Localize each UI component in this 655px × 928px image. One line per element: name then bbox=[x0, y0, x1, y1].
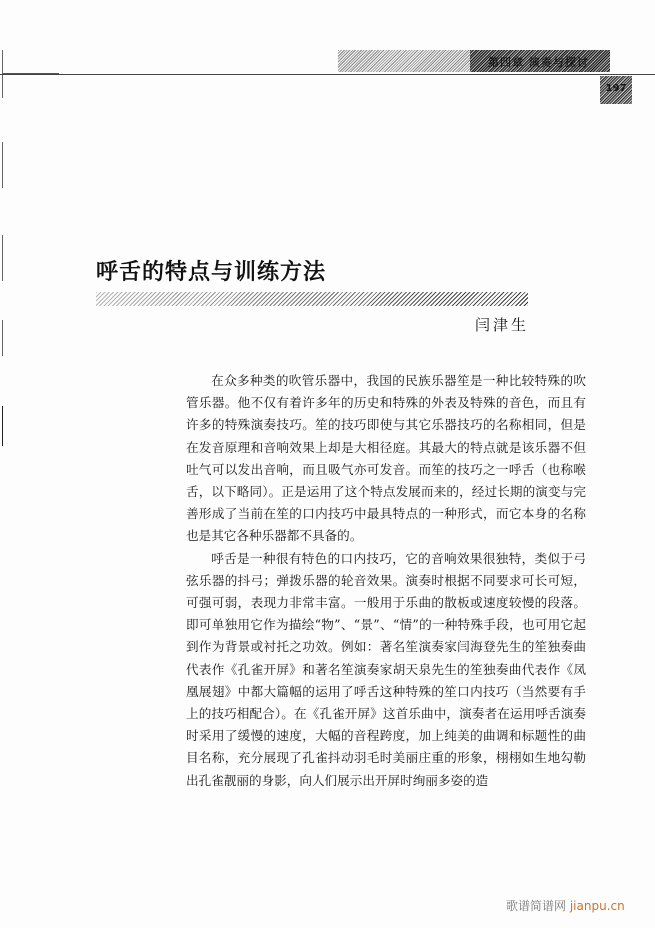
scan-edge-mark bbox=[2, 235, 3, 281]
header-rule bbox=[0, 74, 655, 75]
title-underline-band bbox=[96, 292, 528, 306]
article-title: 呼舌的特点与训练方法 bbox=[96, 260, 327, 285]
paragraph: 在众多种类的吹管乐器中，我国的民族乐器笙是一种比较特殊的吹管乐器。他不仅有着许多年的历史和特殊的外表及特殊的音色，而且有许多的特殊演奏技巧。笙的技巧即使与其它乐器技巧的名称相同，但是在发音原理和音响效果上却是大相径庭。其最大的特点就是该乐器不但吐气可以发出音响，而且吸气亦可发音。而笙的技巧之一呼舌（也称喉舌，以下略同）。正是运用了这个特点发展而来的，经过长期的演变与完善形成了当前在笙的口内技巧中最具特点的一种形式，而它本身的名称也是其它各种乐器都不具备的。 bbox=[186, 373, 586, 544]
watermark bbox=[506, 897, 625, 914]
scan-edge-mark bbox=[2, 320, 3, 356]
author-name: 闫津生 bbox=[474, 316, 529, 334]
watermark-site-name: 歌谱简谱网 bbox=[506, 899, 567, 913]
page-number-box bbox=[600, 76, 632, 104]
scan-edge-mark bbox=[2, 406, 3, 446]
running-header: 第四章 演奏与探讨 bbox=[488, 56, 589, 69]
paragraph: 呼舌是一种很有特色的口内技巧，它的音响效果很独特，类似于弓弦乐器的抖弓；弹拨乐器的轮音效果。演奏时根据不同要求可长可短，可强可弱，表现力非常丰富。一般用于乐曲的散板或速度较慢的段落。即可单独用它作为描绘“物”、“景”、“情”的一种特殊手段，也可用它起到作为背景或衬托之功效。例如：著名笙演奏家闫海登先生的笙独奏曲代表作《孔雀开屏》和著名笙演奏家胡天泉先生的笙独奏曲代表作《凤凰展翅》中都大篇幅的运用了呼舌这种特殊的笙口内技巧（当然要有手上的技巧相配合）。在《孔雀开屏》这首乐曲中，演奏者在运用呼舌演奏时采用了缓慢的速度，大幅的音程跨度，加上纯美的曲调和标题性的曲目名称，充分展现了孔雀抖动羽毛时美丽庄重的形象，栩栩如生地勾勒出孔雀靓丽的身影，向人们展示出开屏时绚丽多姿的造 bbox=[186, 550, 586, 788]
article-body bbox=[186, 370, 586, 792]
scan-edge-mark bbox=[2, 142, 3, 188]
page-number: 197 bbox=[605, 83, 627, 94]
watermark-url: jianpu.cn bbox=[569, 899, 625, 913]
